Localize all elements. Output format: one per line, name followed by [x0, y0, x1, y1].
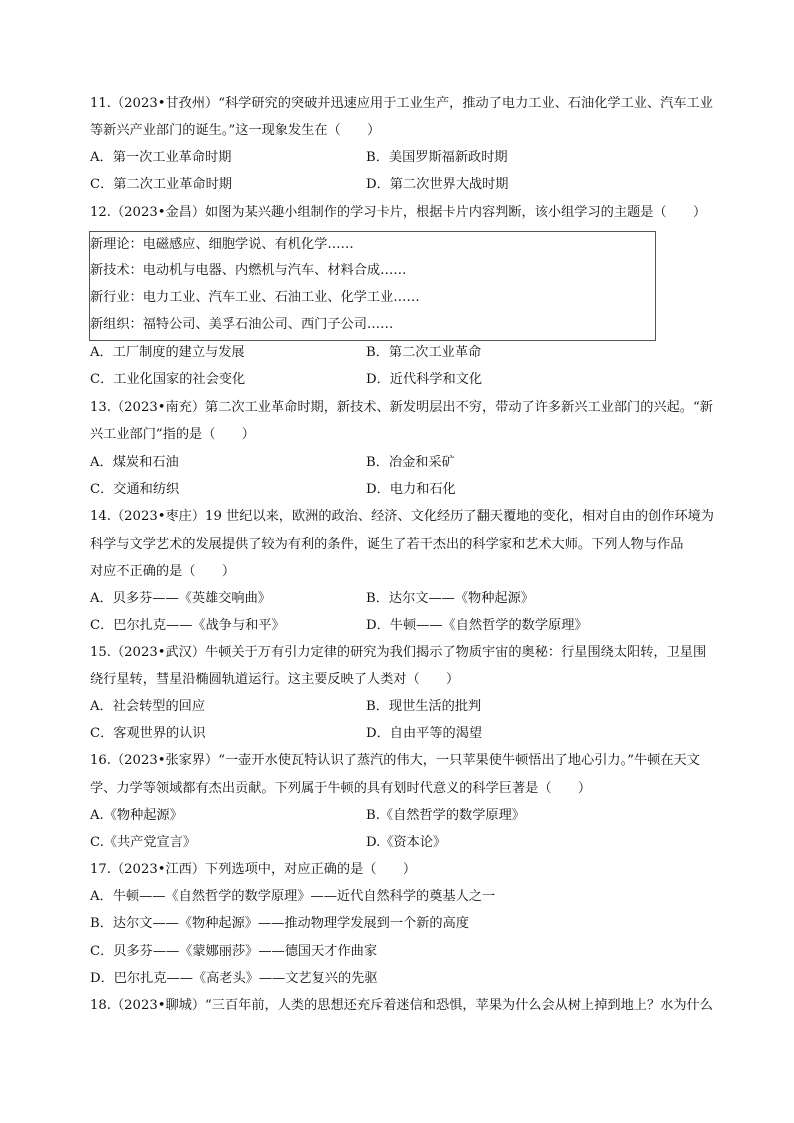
q15-option-a: A．社会转型的回应 [90, 699, 206, 714]
q16-option-a: A.《物种起源》 [90, 808, 183, 823]
q12-option-a: A．工厂制度的建立与发展 [90, 345, 245, 360]
q17-option-a: A．牛顿——《自然哲学的数学原理》——近代自然科学的奠基人之一 [90, 889, 496, 904]
q13-stem-line-2: 兴工业部门”指的是（ ） [90, 427, 255, 442]
card-line-organization: 新组织：福特公司、美孚石油公司、西门子公司…… [90, 317, 394, 332]
q11-option-d: D．第二次世界大战时期 [366, 177, 509, 192]
q11-option-c: C．第二次工业革命时期 [90, 177, 232, 192]
q14-option-d: D．牛顿——《自然哲学的数学原理》 [366, 618, 588, 633]
q11-stem-line-1: 11.（2023•甘孜州）“科学研究的突破并迅速应用于工业生产，推动了电力工业、石油化学工业、汽车工业 [90, 96, 713, 111]
q11-option-b: B．美国罗斯福新政时期 [366, 150, 508, 165]
q13-stem-line-1: 13.（2023•南充）第二次工业革命时期，新技术、新发明层出不穷，带动了许多新兴工业部门的兴起。“新 [90, 400, 713, 415]
card-line-technology: 新技术：电动机与电器、内燃机与汽车、材料合成…… [90, 263, 407, 278]
q15-stem-line-1: 15.（2023•武汉）牛顿关于万有引力定律的研究为我们揭示了物质宇宙的奥秘：行星围绕太阳转，卫星围 [90, 645, 707, 660]
q15-option-b: B．现世生活的批判 [366, 699, 482, 714]
q12-option-d: D．近代科学和文化 [366, 372, 483, 387]
q17-stem-line-1: 17.（2023•江西）下列选项中，对应正确的是（ ） [90, 862, 417, 877]
q14-option-c: C．巴尔扎克——《战争与和平》 [90, 618, 285, 633]
q14-stem-line-1: 14.（2023•枣庄）19 世纪以来，欧洲的政治、经济、文化经历了翻天覆地的变化，相对自由的创作环境为 [90, 509, 714, 524]
q13-option-d: D．电力和石化 [366, 482, 456, 497]
q13-option-b: B．冶金和采矿 [366, 455, 455, 470]
q16-stem-line-2: 学、力学等领域都有杰出贡献。下列属于牛顿的具有划时代意义的科学巨著是（ ） [90, 781, 592, 796]
q17-option-d: D．巴尔扎克——《高老头》——文艺复兴的先驱 [90, 971, 378, 986]
q14-option-a: A．贝多芬——《英雄交响曲》 [90, 591, 271, 606]
q15-option-d: D．自由平等的渴望 [366, 726, 483, 741]
card-line-industry: 新行业：电力工业、汽车工业、石油工业、化学工业…… [90, 290, 420, 305]
q12-option-c: C．工业化国家的社会变化 [90, 372, 246, 387]
q11-stem-line-2: 等新兴产业部门的诞生。”这一现象发生在（ ） [90, 123, 381, 138]
q17-option-b: B．达尔文——《物种起源》——推动物理学发展到一个新的高度 [90, 916, 469, 931]
q13-option-a: A．煤炭和石油 [90, 455, 179, 470]
q12-study-card [89, 231, 656, 341]
q15-stem-line-2: 绕行星转，彗星沿椭圆轨道运行。这主要反映了人类对（ ） [90, 672, 460, 687]
q12-option-b: B．第二次工业革命 [366, 345, 482, 360]
q14-stem-line-2: 科学与文学艺术的发展提供了较为有利的条件，诞生了若干杰出的科学家和艺术大师。下列人物与作品 [90, 537, 684, 552]
q15-option-c: C．客观世界的认识 [90, 726, 206, 741]
q18-stem-line-1: 18.（2023•聊城）“三百年前，人类的思想还充斥着迷信和恐惧，苹果为什么会从树上掉到地上？水为什么 [90, 998, 713, 1013]
q12-stem-line-1: 12.（2023•金昌）如图为某兴趣小组制作的学习卡片，根据卡片内容判断，该小组学习的主题是（ ） [90, 205, 707, 220]
card-line-theory: 新理论：电磁感应、细胞学说、有机化学…… [90, 237, 354, 252]
q16-option-c: C.《共产党宣言》 [90, 835, 197, 850]
q14-stem-line-3: 对应不正确的是（ ） [90, 564, 236, 579]
q16-stem-line-1: 16.（2023•张家界）“一壶开水使瓦特认识了蒸汽的伟大，一只苹果使牛顿悟出了地心引力。”牛顿在天文 [90, 753, 700, 768]
q11-option-a: A．第一次工业革命时期 [90, 150, 232, 165]
q17-option-c: C．贝多芬——《蒙娜丽莎》——德国天才作曲家 [90, 944, 378, 959]
q16-option-d: D.《资本论》 [366, 835, 447, 850]
q13-option-c: C．交通和纺织 [90, 482, 180, 497]
q16-option-b: B.《自然哲学的数学原理》 [366, 808, 525, 823]
q14-option-b: B．达尔文——《物种起源》 [366, 591, 534, 606]
